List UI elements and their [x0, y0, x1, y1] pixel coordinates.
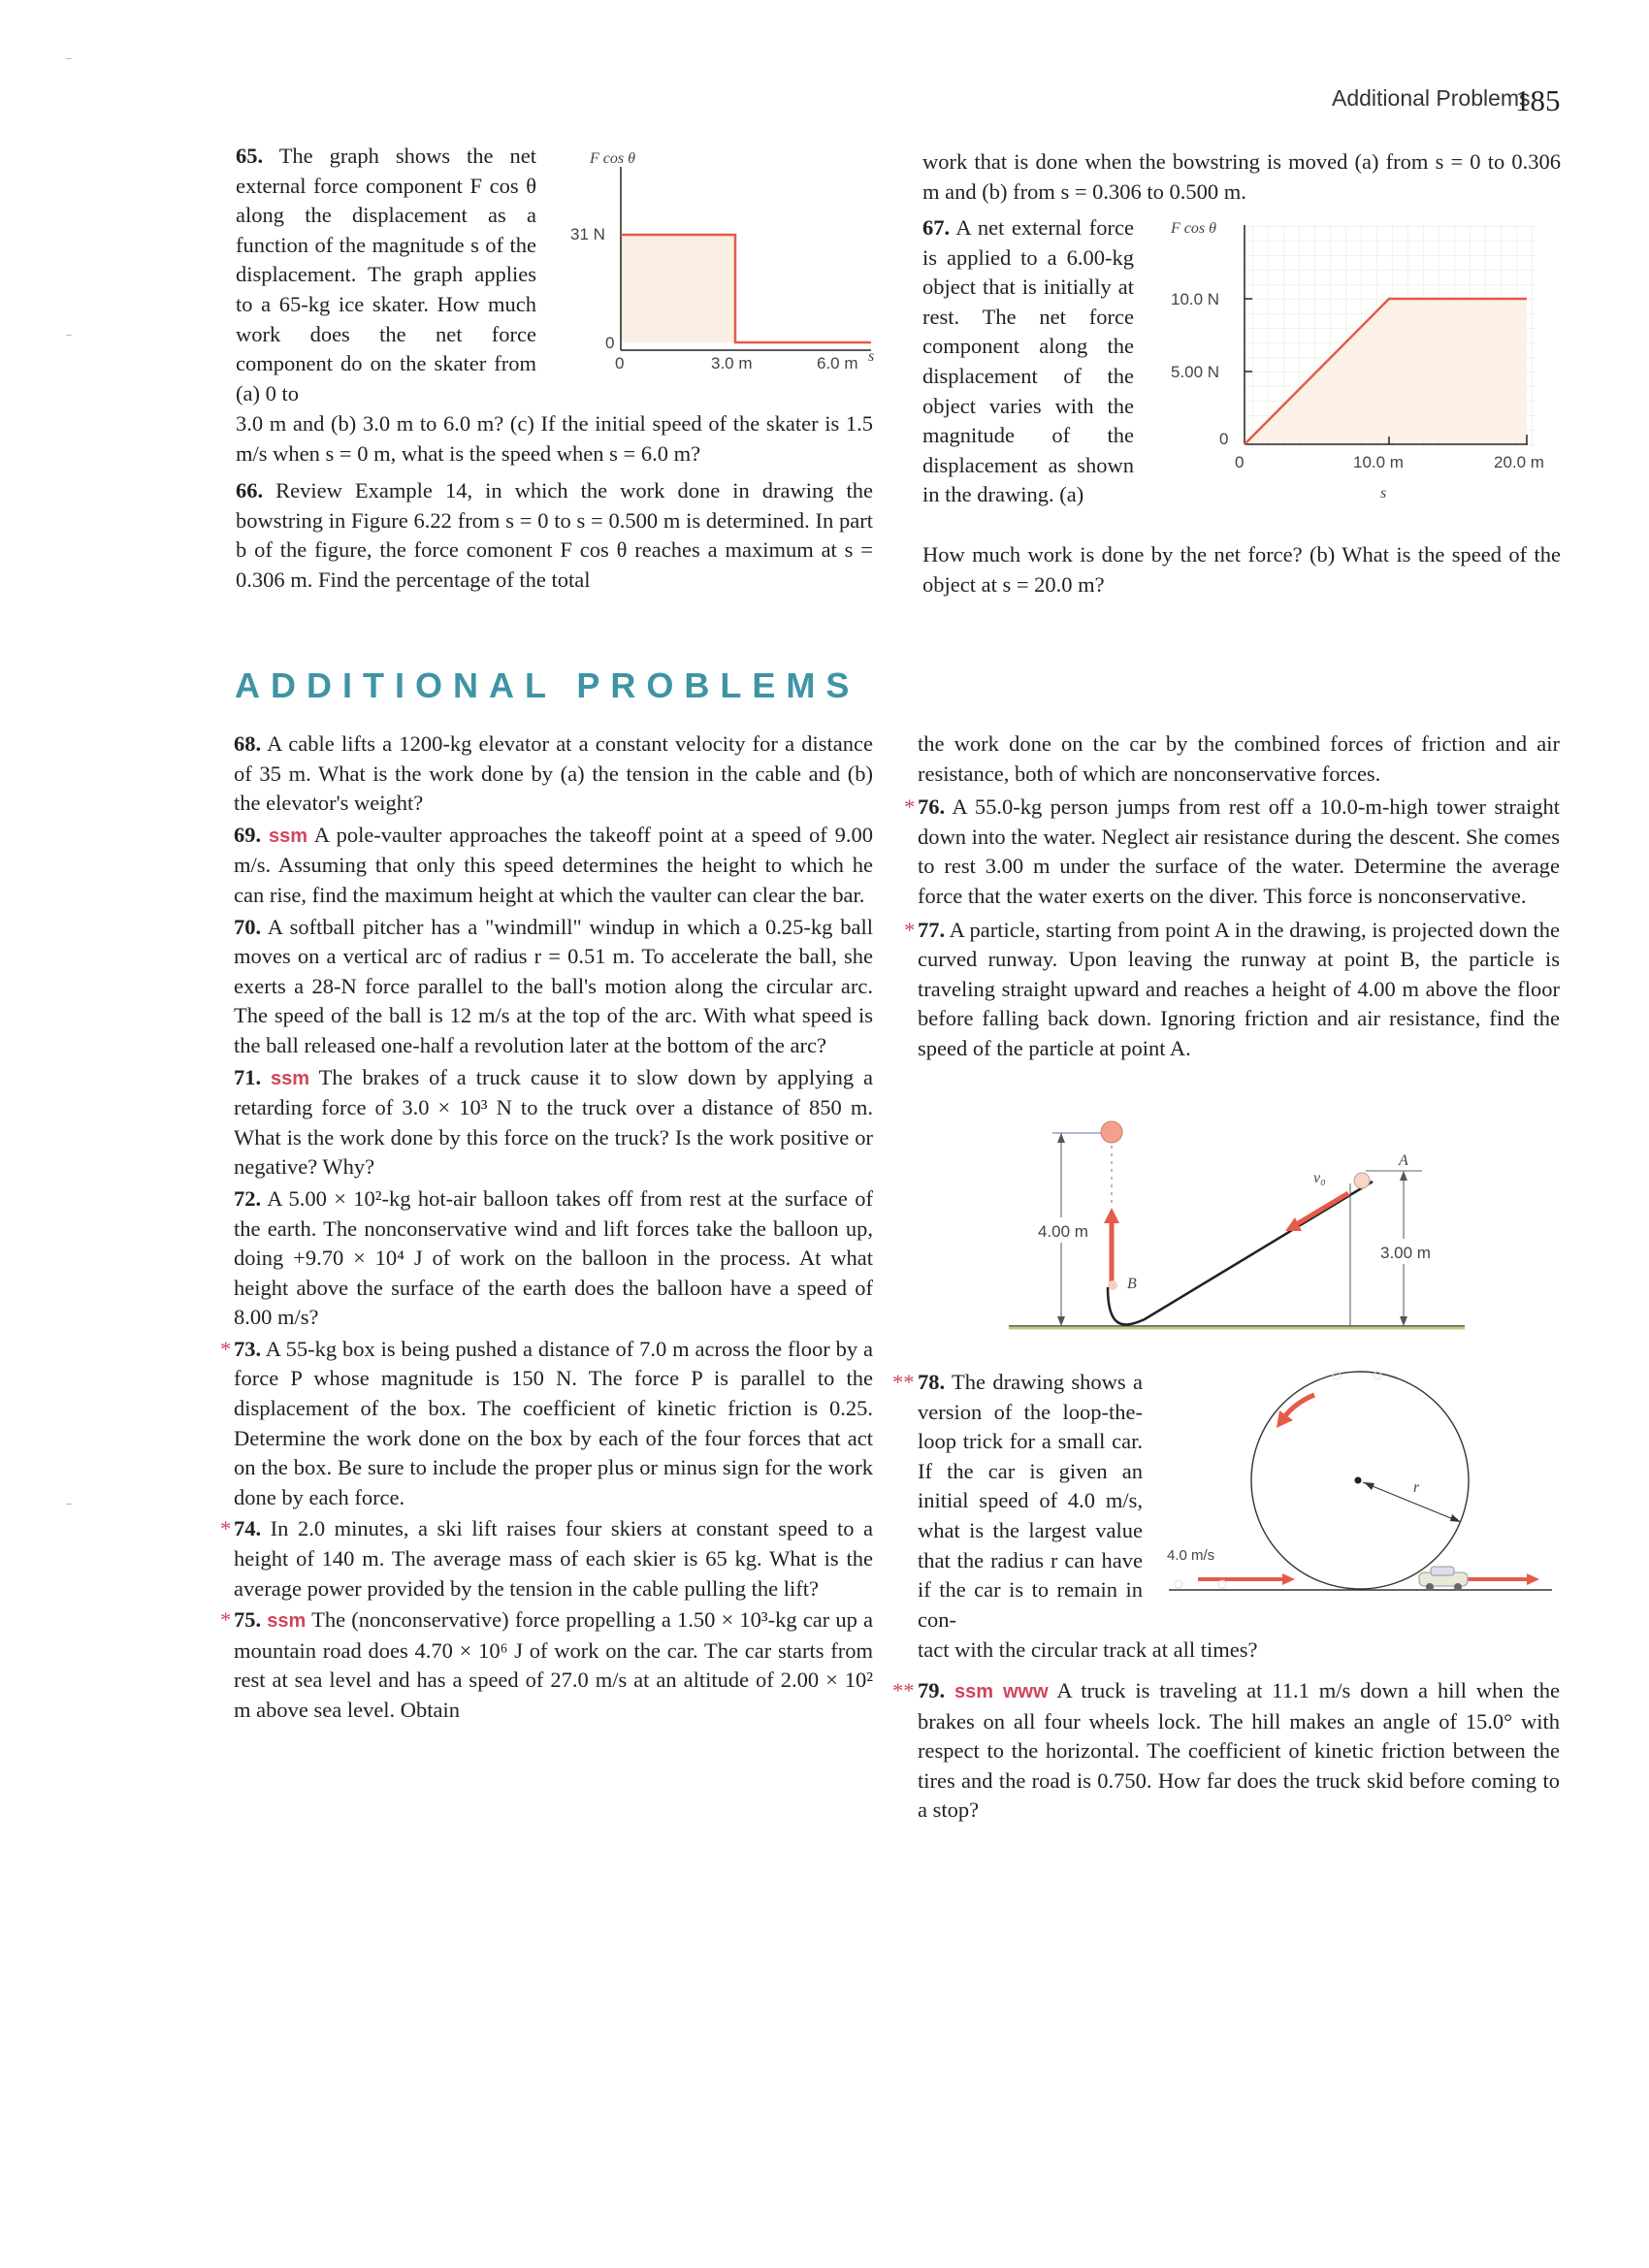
- problem-number: 66.: [236, 478, 264, 502]
- problem-67-continued: [922, 540, 1561, 599]
- problem-73: * 73. A 55-kg box is being pushed a distance of 7.0 m across the floor by a force P whose magnitude is 150 N. The force P is parallel to the displacement of the box. The coefficient of kinetic friction is 0.25. Determine the work done on the box by each of the four forces that act on the box. Be sure to include the proper plus or minus sign for the work done by each force.: [220, 1336, 873, 1509]
- right-column-upper: [904, 729, 1560, 1064]
- problem-75-continued: the work done on the car by the combined forces of friction and air resistance, both of which are nonconservative forces.: [918, 731, 1560, 786]
- y-axis-label: F cos θ: [590, 150, 635, 167]
- y-tick-label: 0: [1219, 430, 1229, 448]
- arrow-head: [1400, 1316, 1407, 1326]
- difficulty-star: *: [904, 794, 916, 820]
- arrow-head: [1364, 1482, 1374, 1490]
- figure-67-graph: [1159, 211, 1571, 502]
- problem-text: A net external force is applied to a 6.00-kg object that is initially at rest. The net force component along the displacement of the object varies with the magnitude of the displacement as shown in the drawing. (a): [922, 215, 1134, 507]
- x-axis-label: s: [1380, 485, 1387, 502]
- problem-70: 70. A softball pitcher has a "windmill" windup in which a 0.25-kg ball moves on a vertical arc of radius r = 0.51 m. To accelerate the ball, she exerts a 28-N force parallel to the ball's motion along the circular arc. The speed of the ball is 12 m/s at the top of the arc. With what speed is the ball released one-half a revolution later at the bottom of the arc?: [234, 914, 873, 1057]
- particle-b: [1108, 1280, 1117, 1290]
- problem-text: 3.0 m and (b) 3.0 m to 6.0 m? (c) If the initial speed of the skater is 1.5 m/s when s = 0 m, what is the speed when s = 6.0 m?: [236, 411, 873, 466]
- difficulty-star: *: [220, 1607, 232, 1633]
- problem-text: Review Example 14, in which the work done in drawing the bowstring in Figure 6.22 from s = 0 to s = 0.500 m is determined. In part b of the figure, the force comonent F cos θ reaches a maximum at s = 0.306 m. Find the percentage of the total: [236, 478, 874, 592]
- x-tick-label: 6.0 m: [817, 354, 858, 373]
- problem-65-text: [236, 142, 536, 408]
- speed-arrow-head: [1282, 1573, 1295, 1585]
- radius-label: r: [1413, 1479, 1420, 1496]
- origin-label: 0: [605, 334, 615, 352]
- difficulty-star: *: [904, 917, 916, 942]
- point-a-label: A: [1399, 1152, 1408, 1169]
- x-axis-label: s: [868, 348, 875, 365]
- margin-mark: [66, 1504, 72, 1505]
- problem-65-continued: [236, 409, 873, 469]
- www-tag: www: [1002, 1681, 1049, 1702]
- arrow-head: [1057, 1133, 1065, 1143]
- difficulty-star: *: [220, 1336, 232, 1361]
- margin-mark: [66, 58, 72, 59]
- section-heading: ADDITIONAL PROBLEMS: [235, 665, 860, 705]
- problem-66-continued: [922, 147, 1561, 207]
- ssm-tag: ssm: [271, 1067, 310, 1089]
- problem-66: [236, 476, 873, 595]
- x-tick-label: 3.0 m: [711, 354, 753, 373]
- arrow-head: [1450, 1514, 1461, 1522]
- y-axis-label: F cos θ: [1171, 220, 1216, 237]
- x-tick-label: 10.0 m: [1353, 453, 1404, 471]
- figure-78-loop: [1159, 1366, 1567, 1604]
- problem-77: * 77. A particle, starting from point A in the drawing, is projected down the curved runway. Upon leaving the runway at point B, the particle is traveling straight upward and reaches a height of 4.00 m above the floor before falling back down. Ignoring friction and air resistance, find the speed of the particle at point A.: [904, 917, 1560, 1060]
- particle-a: [1354, 1173, 1370, 1188]
- speed-label: 4.0 m/s: [1167, 1547, 1215, 1564]
- car-wheel: [1426, 1583, 1434, 1591]
- v0-arrow: [1290, 1193, 1348, 1228]
- y-tick-label: 10.0 N: [1171, 290, 1220, 308]
- problem-76: * 76. A 55.0-kg person jumps from rest off a 10.0-m-high tower straight down into the water. Neglect air resistance during the descent. She comes to rest 3.00 m under the surface of the water. Determine the average force that the water exerts on the diver. This force is nonconservative.: [904, 794, 1560, 908]
- problem-65: [236, 142, 536, 408]
- ssm-tag: ssm: [267, 1610, 307, 1633]
- loop-center: [1355, 1477, 1362, 1484]
- figure-77-runway: [999, 1111, 1474, 1334]
- running-header: Additional Problems: [1332, 85, 1531, 111]
- problem-number: 65.: [236, 144, 264, 168]
- ssm-tag: ssm: [269, 825, 308, 847]
- difficulty-star: *: [220, 1516, 232, 1541]
- problem-79: ** 79. ssm www A truck is traveling at 11.1 m/s down a hill when the brakes on all four wheels lock. The hill makes an angle of 15.0° with respect to the horizontal. The coefficient of kinetic friction between the tires and the road is 0.750. How far does the truck skid before coming to a stop?: [892, 1678, 1560, 1823]
- arrow-head: [1400, 1171, 1407, 1181]
- problem-72: 72. A 5.00 × 10²-kg hot-air balloon takes off from rest at the surface of the earth. The nonconservative wind and lift forces take the balloon up, doing +9.70 × 10⁴ J of work on the balloon in the process. At what height above the surface of the earth does the balloon have a speed of 8.00 m/s?: [234, 1185, 873, 1330]
- problem-text: How much work is done by the net force? (b) What is the speed of the object at s = 20.0 m?: [922, 542, 1561, 597]
- problem-text: The graph shows the net external force component F cos θ along the displacement as a function of the magnitude s of the displacement. The graph applies to a 65-kg ice skater. How much work does the net force component do on the skater from (a) 0 to: [236, 144, 536, 405]
- point-b-label: B: [1127, 1276, 1137, 1292]
- car-roof: [1431, 1567, 1454, 1575]
- car-ghost: [1218, 1580, 1226, 1588]
- difficulty-star: **: [892, 1678, 915, 1702]
- x-tick-label: 20.0 m: [1494, 453, 1544, 471]
- page-number: 185: [1515, 83, 1561, 117]
- ssm-tag: ssm: [954, 1681, 994, 1702]
- arrow-head: [1057, 1316, 1065, 1326]
- x-tick-label: 0: [1235, 453, 1245, 471]
- v0-label: v₀: [1313, 1170, 1326, 1186]
- y-tick-label: 5.00 N: [1171, 363, 1220, 381]
- particle-top: [1101, 1121, 1122, 1143]
- car-ghost: [1333, 1372, 1341, 1379]
- problem-68: 68. A cable lifts a 1200-kg elevator at a constant velocity for a distance of 35 m. What is the work done by (a) the tension in the cable and (b) the elevator's weight?: [234, 731, 874, 816]
- problem-69: 69. ssm A pole-vaulter approaches the takeoff point at a speed of 9.00 m/s. Assuming that only this speed determines the height to which he can rise, find the maximum height at which the vaulter can clear the bar.: [234, 822, 873, 907]
- difficulty-star: **: [892, 1370, 915, 1394]
- force-area: [621, 235, 735, 342]
- problem-71: 71. ssm The brakes of a truck cause it to slow down by applying a retarding force of 3.0 × 10³ N to the truck over a distance of 850 m. What is the work done by this force on the truck? Is the work positive or negative? Why?: [234, 1064, 873, 1180]
- exit-arrow-head: [1527, 1573, 1539, 1585]
- height-a-label: 3.00 m: [1380, 1244, 1431, 1262]
- radius-line: [1363, 1482, 1458, 1521]
- left-column: [220, 729, 874, 1726]
- problem-78: ** 78. The drawing shows a version of the loop-the-loop trick for a small car. If the car is given an initial speed of 4.0 m/s, what is the largest value that the radius r can have if the car is to remain in con-: [892, 1370, 1143, 1632]
- problem-number: 67.: [922, 215, 951, 240]
- figure-65-graph: [563, 146, 883, 378]
- height-label: 4.00 m: [1038, 1222, 1088, 1241]
- problem-78-continued: tact with the circular track at all times?: [918, 1637, 1258, 1662]
- car-ghost: [1175, 1580, 1182, 1588]
- x-tick-label: 0: [615, 354, 625, 373]
- problem-75: * 75. ssm The (nonconservative) force propelling a 1.50 × 10³-kg car up a mountain road does 4.70 × 10⁶ J of work on the car. The car starts from rest at sea level and has a speed of 27.0 m/s at an altitude of 2.00 × 10² m above sea level. Obtain: [220, 1607, 874, 1722]
- car-wheel: [1454, 1583, 1462, 1591]
- velocity-arrow-head: [1104, 1208, 1119, 1223]
- margin-mark: [66, 335, 72, 336]
- problem-67: [922, 213, 1134, 510]
- problem-74: * 74. In 2.0 minutes, a ski lift raises four skiers at constant speed to a height of 140 m. The average mass of each skier is 65 kg. What is the average power provided by the tension in the cable pulling the lift?: [220, 1516, 874, 1601]
- y-tick-label: 31 N: [570, 225, 605, 243]
- problem-text: work that is done when the bowstring is moved (a) from s = 0 to 0.306 m and (b) from s = 0.306 to 0.500 m.: [922, 149, 1561, 204]
